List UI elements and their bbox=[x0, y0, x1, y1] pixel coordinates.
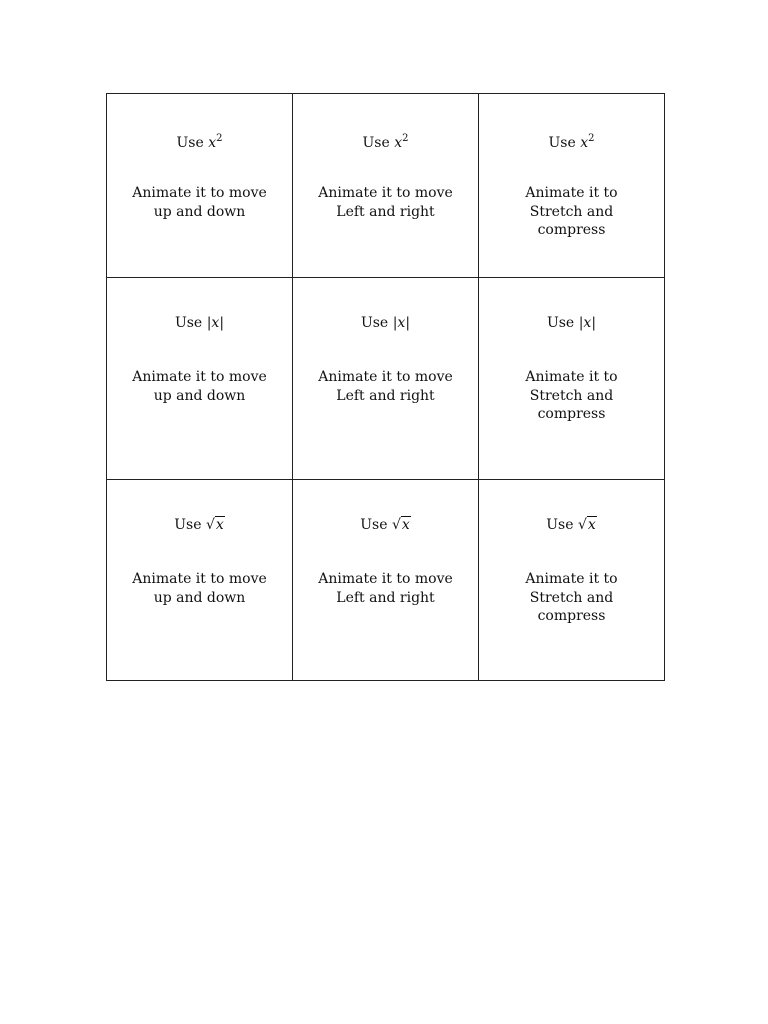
abs-bar-left: | bbox=[392, 315, 398, 331]
math-variable: x bbox=[394, 135, 403, 151]
animation-instruction bbox=[479, 184, 664, 240]
instruction-line: Animate it to move bbox=[318, 185, 453, 201]
abs-bar-right: | bbox=[591, 315, 597, 331]
math-square-root bbox=[392, 516, 411, 533]
radical-sign: √ bbox=[577, 517, 587, 533]
function-heading bbox=[293, 130, 478, 151]
math-variable: x bbox=[397, 315, 406, 331]
card-x-squared-up-down bbox=[107, 94, 293, 278]
instruction-line: compress bbox=[537, 222, 606, 238]
instruction-line: up and down bbox=[153, 203, 246, 220]
instruction-line: compress bbox=[537, 608, 606, 624]
grid-row-square-root bbox=[107, 480, 665, 681]
use-label: Use bbox=[546, 517, 574, 533]
math-square-root bbox=[206, 516, 225, 533]
card-abs-up-down bbox=[107, 278, 293, 480]
use-label: Use bbox=[176, 135, 204, 151]
animation-instruction bbox=[107, 368, 292, 405]
instruction-line: Animate it to bbox=[525, 369, 618, 385]
instruction-line: Animate it to move bbox=[132, 185, 267, 201]
instruction-line: Animate it to bbox=[525, 571, 618, 587]
math-variable: x bbox=[587, 517, 596, 533]
function-heading bbox=[293, 516, 478, 534]
card-abs-left-right bbox=[293, 278, 479, 480]
animation-instruction bbox=[293, 570, 478, 607]
instruction-line: Stretch and bbox=[529, 203, 614, 220]
function-heading bbox=[479, 516, 664, 534]
math-variable: x bbox=[211, 315, 220, 331]
function-heading bbox=[107, 130, 292, 151]
card-abs-stretch bbox=[479, 278, 665, 480]
use-label: Use bbox=[546, 315, 575, 331]
animation-instruction bbox=[107, 184, 292, 221]
instruction-line: Animate it to bbox=[525, 185, 618, 201]
use-label: Use bbox=[360, 315, 389, 331]
grid-row-absolute-value bbox=[107, 278, 665, 480]
animation-instruction bbox=[107, 570, 292, 607]
instruction-line: Left and right bbox=[336, 589, 435, 606]
instruction-line: up and down bbox=[153, 589, 246, 606]
card-sqrt-left-right bbox=[293, 480, 479, 681]
grid-row-x-squared bbox=[107, 94, 665, 278]
instruction-line: compress bbox=[537, 406, 606, 422]
instruction-line: Animate it to move bbox=[318, 571, 453, 587]
instruction-line: Left and right bbox=[336, 387, 435, 404]
animation-instruction bbox=[293, 184, 478, 221]
abs-bar-right: | bbox=[405, 315, 411, 331]
math-absolute-value bbox=[579, 315, 596, 331]
math-variable: x bbox=[208, 135, 217, 151]
abs-bar-left: | bbox=[578, 315, 584, 331]
math-variable: x bbox=[583, 315, 592, 331]
animation-instruction bbox=[293, 368, 478, 405]
math-exponent: 2 bbox=[588, 133, 595, 144]
math-variable: x bbox=[401, 517, 410, 533]
task-card-grid bbox=[106, 93, 665, 681]
math-exponent: 2 bbox=[216, 133, 223, 144]
instruction-line: up and down bbox=[153, 387, 246, 404]
instruction-line: Animate it to move bbox=[318, 369, 453, 385]
abs-bar-right: | bbox=[219, 315, 225, 331]
card-x-squared-left-right bbox=[293, 94, 479, 278]
math-square-root bbox=[578, 516, 597, 533]
instruction-line: Animate it to move bbox=[132, 571, 267, 587]
card-sqrt-up-down bbox=[107, 480, 293, 681]
math-x-squared bbox=[394, 135, 408, 151]
use-label: Use bbox=[548, 135, 576, 151]
use-label: Use bbox=[362, 135, 390, 151]
use-label: Use bbox=[360, 517, 388, 533]
card-sqrt-stretch bbox=[479, 480, 665, 681]
card-x-squared-stretch bbox=[479, 94, 665, 278]
math-exponent: 2 bbox=[402, 133, 409, 144]
function-heading bbox=[293, 314, 478, 332]
instruction-line: Left and right bbox=[336, 203, 435, 220]
math-x-squared bbox=[208, 135, 222, 151]
animation-instruction bbox=[479, 570, 664, 626]
use-label: Use bbox=[174, 315, 203, 331]
instruction-line: Stretch and bbox=[529, 387, 614, 404]
use-label: Use bbox=[174, 517, 202, 533]
instruction-line: Stretch and bbox=[529, 589, 614, 606]
math-absolute-value bbox=[207, 315, 224, 331]
math-variable: x bbox=[580, 135, 589, 151]
function-heading bbox=[479, 130, 664, 151]
function-heading bbox=[107, 516, 292, 534]
math-absolute-value bbox=[393, 315, 410, 331]
math-variable: x bbox=[215, 517, 224, 533]
function-heading bbox=[107, 314, 292, 332]
math-x-squared bbox=[580, 135, 594, 151]
instruction-line: Animate it to move bbox=[132, 369, 267, 385]
function-heading bbox=[479, 314, 664, 332]
abs-bar-left: | bbox=[206, 315, 212, 331]
animation-instruction bbox=[479, 368, 664, 424]
radical-sign: √ bbox=[205, 517, 215, 533]
radical-sign: √ bbox=[391, 517, 401, 533]
